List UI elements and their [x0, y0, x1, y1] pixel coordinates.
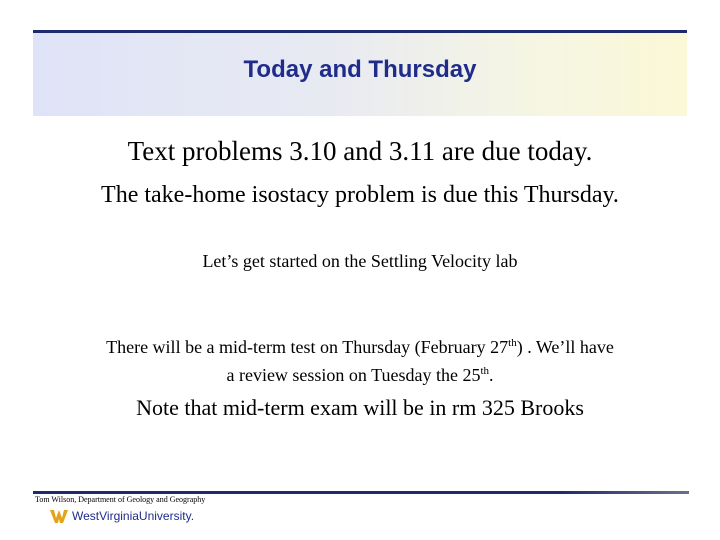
- isostacy-line: The take-home isostacy problem is due this Thursday.: [101, 182, 619, 208]
- exam-room-line: Note that mid-term exam will be in rm 325 Brooks: [136, 395, 584, 420]
- midterm-line-1-text: There will be a mid-term test on Thursday (February 27: [106, 337, 509, 357]
- settling-velocity-line: Let’s get started on the Settling Velocity lab: [202, 251, 518, 271]
- midterm-line-2-end: .: [489, 365, 494, 385]
- wvu-logo: [50, 509, 194, 523]
- midterm-line-2-text: a review session on Tuesday the 25: [226, 365, 481, 385]
- midterm-line-1-sup: th: [508, 337, 517, 349]
- midterm-line-2-sup: th: [480, 365, 490, 377]
- slide-title: Today and Thursday: [243, 56, 477, 83]
- footer-credit: Tom Wilson, Department of Geology and Geography: [35, 495, 206, 504]
- wvu-logo-text: WestVirginiaUniversity.: [72, 509, 195, 523]
- wvu-flying-wv-icon: [50, 510, 68, 523]
- midterm-line-1: [0, 331, 720, 359]
- midterm-line-2: [0, 359, 720, 387]
- midterm-paragraph: [0, 331, 720, 387]
- text-problems-line: Text problems 3.10 and 3.11 are due today.: [127, 136, 593, 166]
- midterm-line-1-end: ) . We’ll have: [516, 337, 614, 357]
- footer-divider: [33, 491, 689, 494]
